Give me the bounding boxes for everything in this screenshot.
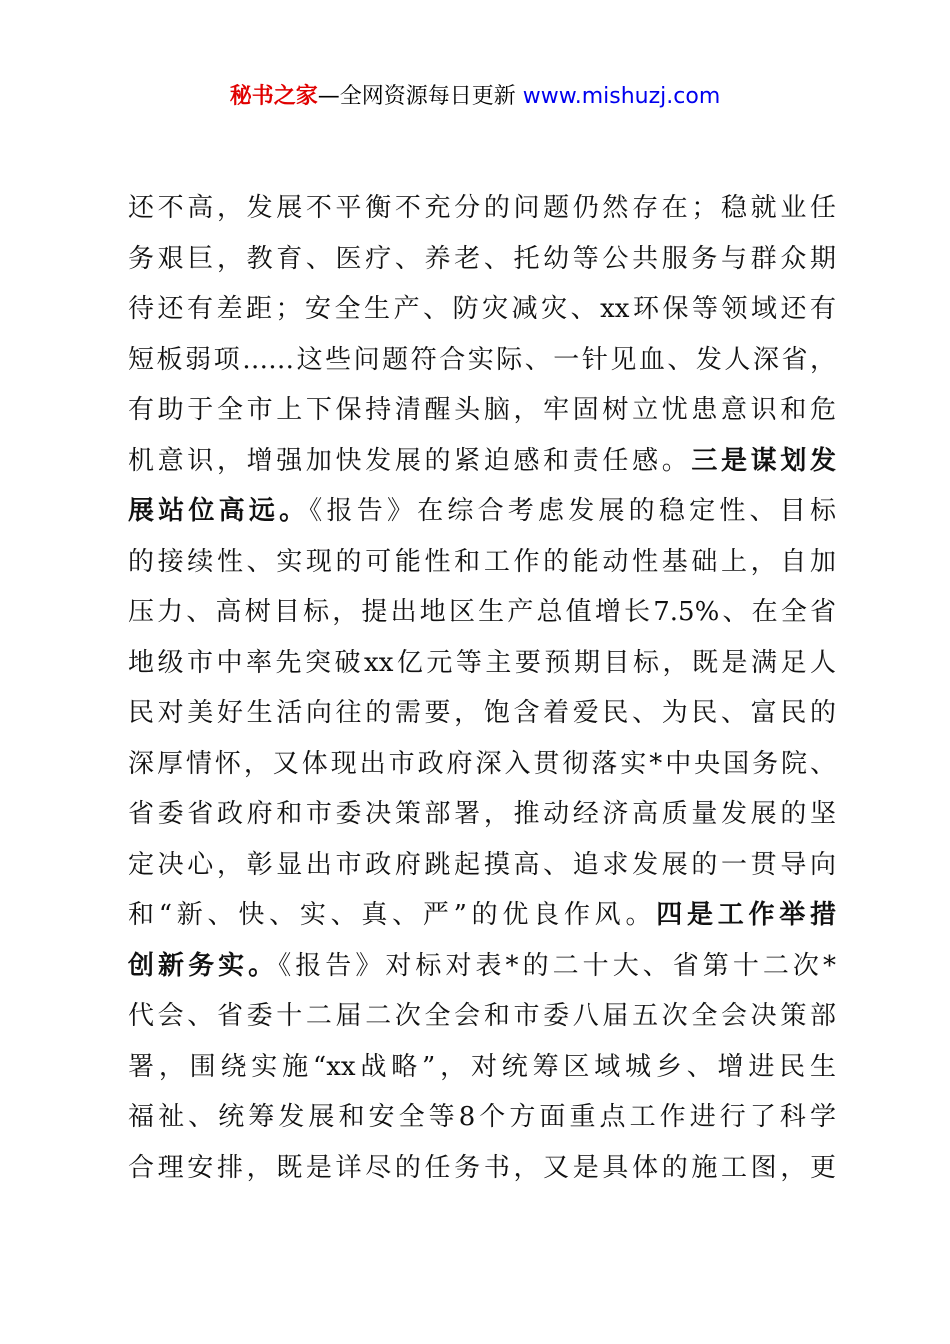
text-line bbox=[128, 991, 836, 1042]
body-text-segment: 压力、高树目标，提出地区生产总值增长7.5%、在全省 bbox=[128, 597, 836, 627]
body-text-segment: 民对美好生活向往的需要，饱含着爱民、为民、富民的 bbox=[128, 698, 836, 728]
body-text-segment: 深厚情怀，又体现出市政府深入贯彻落实*中央国务院、 bbox=[128, 748, 836, 779]
text-line bbox=[128, 1042, 836, 1093]
text-line bbox=[128, 436, 836, 487]
page-header bbox=[0, 80, 950, 114]
body-text-segment: 合理安排，既是详尽的任务书，又是具体的施工图，更 bbox=[128, 1152, 836, 1183]
document-body bbox=[128, 183, 836, 1193]
body-text-segment: 的接续性、实现的可能性和工作的能动性基础上，自加 bbox=[128, 546, 836, 577]
text-line bbox=[128, 941, 836, 992]
body-text-segment: 地级市中率先突破xx亿元等主要预期目标，既是满足人 bbox=[128, 647, 836, 678]
body-text-segment: 和“新、快、实、真、严”的优良作风。 bbox=[128, 900, 657, 930]
body-text-segment: 代会、省委十二届二次全会和市委八届五次全会决策部 bbox=[128, 1001, 836, 1031]
text-line bbox=[128, 739, 836, 790]
bold-heading-text: 创新务实。 bbox=[128, 950, 279, 981]
bold-heading-text: 四是工作举措 bbox=[656, 900, 836, 930]
header-tagline: —全网资源每日更新 bbox=[317, 84, 523, 109]
bold-heading-text: 展站位高远。 bbox=[128, 496, 310, 526]
body-text-segment: 机意识，增强加快发展的紧迫感和责任感。 bbox=[128, 445, 692, 476]
body-text-segment: 福祉、统筹发展和安全等8个方面重点工作进行了科学 bbox=[128, 1102, 836, 1132]
body-text-segment: 待还有差距；安全生产、防灾减灾、xx环保等领域还有 bbox=[128, 294, 836, 324]
body-text-segment: 省委省政府和市委决策部署，推动经济高质量发展的坚 bbox=[128, 799, 836, 829]
text-line bbox=[128, 587, 836, 638]
body-text-segment: 短板弱项……这些问题符合实际、一针见血、发人深省， bbox=[128, 344, 836, 375]
body-text-segment: 定决心，彰显出市政府跳起摸高、追求发展的一贯导向 bbox=[128, 849, 836, 880]
text-line bbox=[128, 537, 836, 588]
brand-name: 秘书之家 bbox=[229, 84, 318, 109]
text-line bbox=[128, 335, 836, 386]
text-line bbox=[128, 638, 836, 689]
body-text-segment: 《报告》在综合考虑发展的稳定性、目标 bbox=[309, 496, 836, 526]
body-text-segment: 《报告》对标对表*的二十大、省第十二次* bbox=[278, 950, 836, 981]
body-text-segment: 还不高，发展不平衡不充分的问题仍然存在；稳就业任 bbox=[128, 193, 836, 223]
body-text-segment: 署，围绕实施“xx战略”，对统筹区域城乡、增进民生 bbox=[128, 1051, 836, 1082]
site-url-link[interactable]: www.mishuzj.com bbox=[522, 84, 721, 109]
text-line bbox=[128, 234, 836, 285]
text-line bbox=[128, 486, 836, 537]
text-line bbox=[128, 284, 836, 335]
bold-heading-text: 三是谋划发 bbox=[691, 445, 836, 476]
text-line bbox=[128, 789, 836, 840]
text-line bbox=[128, 688, 836, 739]
text-line bbox=[128, 1143, 836, 1194]
text-line bbox=[128, 1092, 836, 1143]
text-line bbox=[128, 183, 836, 234]
body-text-segment: 务艰巨，教育、医疗、养老、托幼等公共服务与群众期 bbox=[128, 243, 836, 274]
body-text-segment: 有助于全市上下保持清醒头脑，牢固树立忧患意识和危 bbox=[128, 395, 836, 425]
text-line bbox=[128, 385, 836, 436]
text-line bbox=[128, 890, 836, 941]
text-line bbox=[128, 840, 836, 891]
